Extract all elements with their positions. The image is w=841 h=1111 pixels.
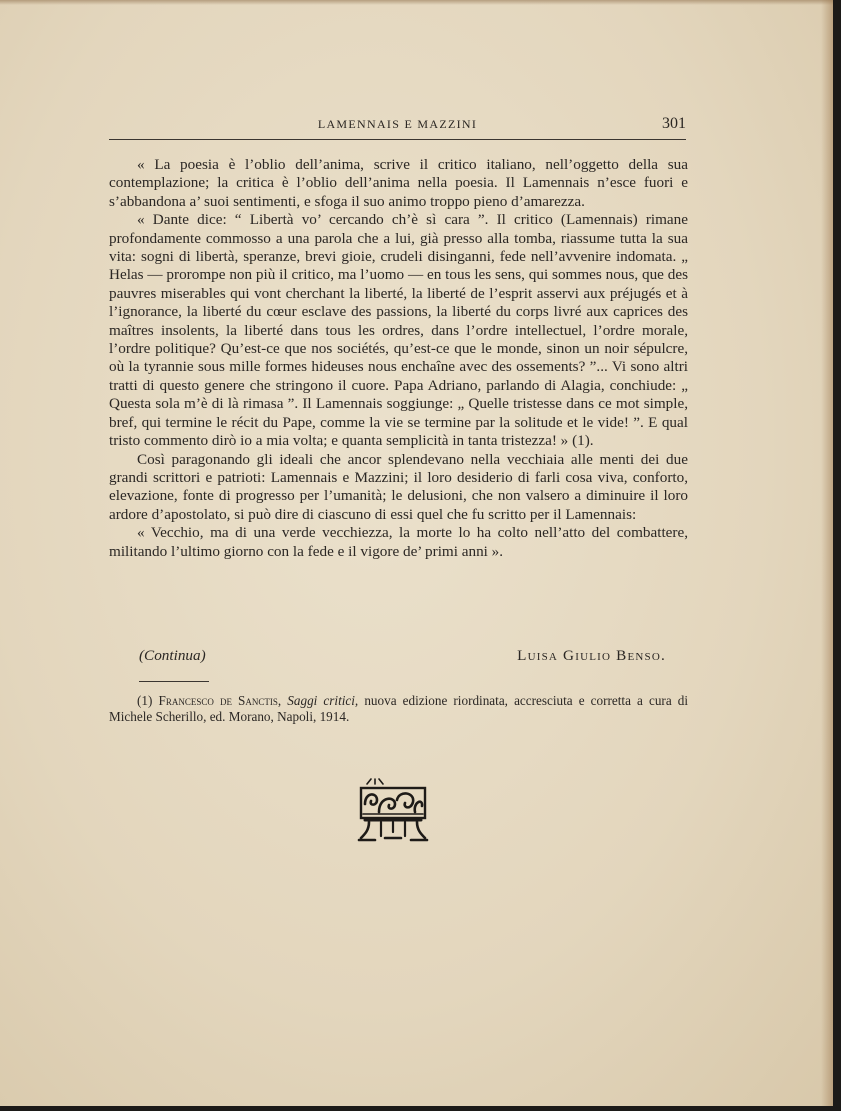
paragraph: « La poesia è l’oblio dell’anima, scrive il critico italiano, nell’oggetto della sua contemplazione; la critica è l’oblio dell’anima nella poesia. Il Lamennais n’esce fuori e s’abbandona a’ suoi sentimenti, e sfoga il suo animo troppo pieno d’amarezza. xyxy=(109,156,688,210)
page-number: 301 xyxy=(662,115,686,132)
author-signature: Luisa Giulio Benso. xyxy=(517,647,666,664)
page-top-edge xyxy=(0,0,833,5)
page-header xyxy=(109,117,686,140)
continued-label: (Continua) xyxy=(139,647,206,664)
footnote-marker: (1) xyxy=(137,693,153,708)
signature-row xyxy=(139,647,666,667)
footnote-details: nuova edizione riordinata, accresciuta e corretta a cura di Michele Scherillo, ed. Morano, Napoli, 1914. xyxy=(109,693,689,724)
decorative-tailpiece-icon xyxy=(355,778,433,846)
footnote xyxy=(109,693,688,725)
footnote-title: Saggi critici, xyxy=(287,693,359,708)
body-text xyxy=(109,156,688,561)
footnote-author: Francesco de Sanctis, xyxy=(158,693,282,708)
paragraph: Così paragonando gli ideali che ancor splendevano nella vecchiaia alle menti dei due grandi scrittori e patrioti: Lamennais e Mazzini; il loro desiderio di farli cosa viva, conforto, elevazione, fonte di progresso per l’umanità; le delusioni, che non valsero a diminuire il loro ardore d’apostolato, si può dire di ciascuno di essi quel che fu scritto per il Lamennais: xyxy=(109,450,688,523)
tailpiece-graphic xyxy=(355,778,433,846)
running-title: LAMENNAIS E MAZZINI xyxy=(317,117,478,131)
paragraph: « Vecchio, ma di una verde vecchiezza, la morte lo ha colto nell’atto del combattere, militando l’ultimo giorno con la fede e il vigore de’ primi anni ». xyxy=(109,524,688,560)
page-right-edge xyxy=(821,0,833,1106)
footnote-divider xyxy=(139,681,209,682)
paragraph: « Dante dice: “ Libertà vo’ cercando ch’è sì cara ”. Il critico (Lamennais) rimane profondamente commosso a una parola che a lui, già presso alla tomba, riassume tutta la sua vita: sogni di libertà, speranze, brevi gioie, crudeli disinganni, fede nell’avvenire indomata. „ Helas — prorompe non più il critico, ma l’uomo — en tous les sens, qui sommes nous, que des pauvres miserables qui vont cherchant la liberté, la liberté de l’esprit asservi aux préjugés et à l’ignorance, la liberté du cœur esclave des passions, la liberté du corps livré aux caprices des maîtres insolents, la liberté dans tous les ordres, dans l’ordre intellectuel, l’ordre morale, l’ordre politique? Qu’est-ce que nos sociétés, qu’est-ce que le monde, sinon un noir sépulcre, où la tyrannie sous mille formes hideuses nous enchaîne avec des ossements? ”... Vi sono altri tratti di questo genere che stringono il cuore. Papa Adriano, parlando di Alagia, conchiude: „ Questa sola m’è di là rimasa ”. Il Lamennais soggiunge: „ Quelle tristesse dans ce mot simple, bref, qui termine le récit du Pape, comme la vie se termine par la solitude et le vide! ”. E qual tristo commento dirò io a mia volta; e quanta semplicità in tanta tristezza! » (1). xyxy=(109,211,688,450)
